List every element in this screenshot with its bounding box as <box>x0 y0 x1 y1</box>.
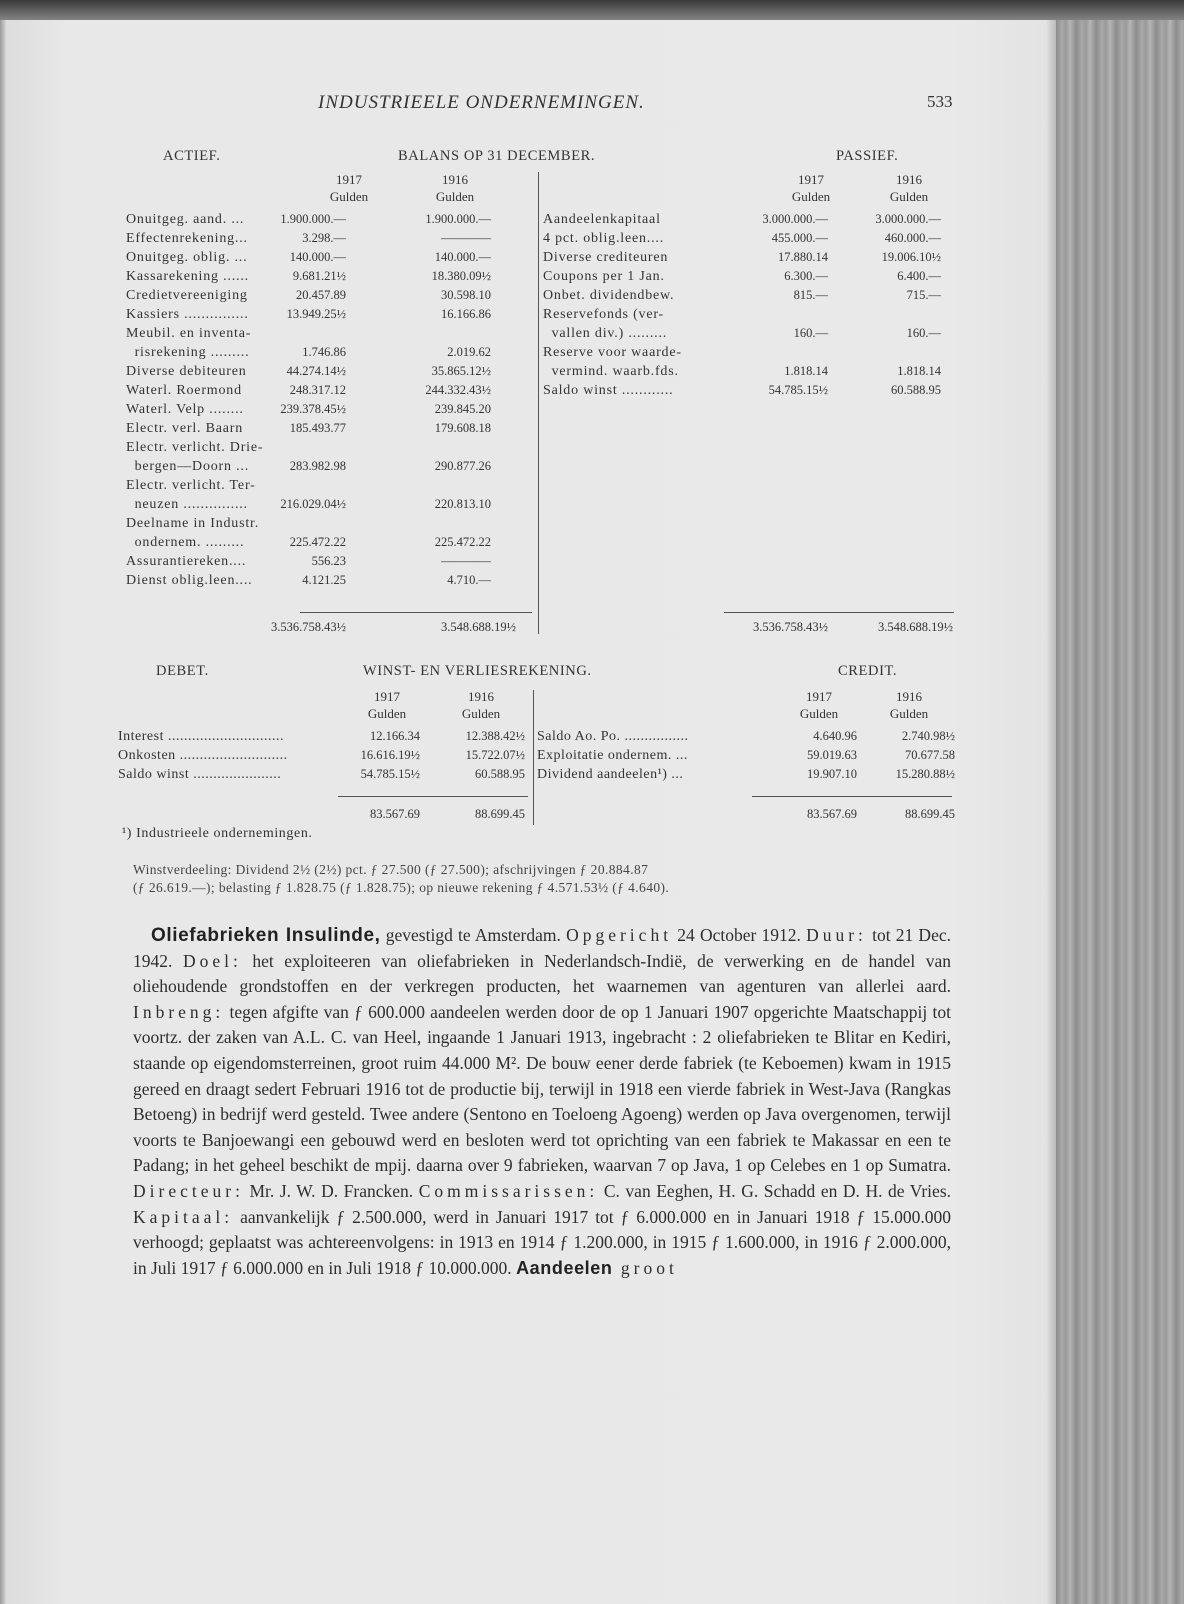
company-entry-paragraph <box>133 923 951 1281</box>
value-1916: 225.472.22 <box>434 535 491 549</box>
profit-distribution-line-1: Winstverdeeling: Dividend 2½ (2½) pct. ƒ 27.500 (ƒ 27.500); afschrijvingen ƒ 20.884.87 <box>133 862 649 877</box>
company-entry <box>133 923 951 1281</box>
row-label: Diverse crediteuren <box>543 250 669 265</box>
actief-col-1916 <box>422 171 488 205</box>
row-label: Dividend aandeelen¹) ... <box>537 767 684 782</box>
running-head <box>0 92 1184 116</box>
column-divider <box>533 690 534 825</box>
entry-text: gevestigd te Amsterdam. <box>380 925 567 945</box>
row-label: Onuitgeg. aand. ... <box>126 212 245 227</box>
unit-label: Gulden <box>799 706 839 721</box>
profit-loss-title: WINST- EN VERLIESREKENING. <box>363 663 592 679</box>
row-label: neuzen ............... <box>126 497 248 512</box>
value-1917: 59.019.63 <box>807 748 857 762</box>
value-1917: 12.166.34 <box>370 729 420 743</box>
value-1917: 17.880.14 <box>778 250 828 264</box>
value-1917: 455.000.— <box>771 231 828 245</box>
debet-heading: DEBET. <box>156 663 209 679</box>
total-1916: 3.548.688.19½ <box>878 620 953 634</box>
value-1917: 216.029.04½ <box>280 497 346 511</box>
entry-text: C. van Eeghen, H. G. Schadd en D. H. de Vries. <box>598 1180 951 1201</box>
credit-heading: CREDIT. <box>838 663 898 679</box>
row-label: vermind. waarb.fds. <box>543 364 679 379</box>
year-label: 1917 <box>806 689 832 704</box>
value-1917: 239.378.45½ <box>280 402 346 416</box>
total-1917: 3.536.758.43½ <box>753 620 828 634</box>
keyword-directeur: Directeur: <box>133 1180 244 1201</box>
passief-col-1916 <box>874 171 944 205</box>
row-label: Effectenrekening... <box>126 231 248 246</box>
value-1917: 248.317.12 <box>289 383 346 397</box>
value-1917: 1.746.86 <box>302 345 346 359</box>
row-label: Meubil. en inventa- <box>126 326 252 341</box>
value-1916: 1.818.14 <box>897 364 941 378</box>
value-1917: 54.785.15½ <box>768 383 828 397</box>
row-label: Credietvereeniging <box>126 288 248 303</box>
year-label: 1916 <box>468 689 494 704</box>
value-1916: ———— <box>441 231 491 245</box>
total-1916: 88.699.45 <box>475 807 525 821</box>
row-label: risrekening ......... <box>126 345 250 360</box>
row-label: Waterl. Roermond <box>126 383 242 398</box>
value-1917: 20.457.89 <box>296 288 346 302</box>
keyword-commissarissen: Commissarissen: <box>418 1180 599 1201</box>
value-1917: 815.— <box>793 288 828 302</box>
year-label: 1916 <box>442 172 468 187</box>
total-1917: 83.567.69 <box>370 807 420 821</box>
unit-label: Gulden <box>329 189 369 204</box>
value-1916: 6.400.— <box>897 269 941 283</box>
unit-label: Gulden <box>461 706 501 721</box>
actief-heading: ACTIEF. <box>163 148 221 164</box>
row-label: Reserve voor waarde- <box>543 345 682 360</box>
debet-total-rule <box>338 796 528 797</box>
value-1917: 16.616.19½ <box>360 748 420 762</box>
running-title: INDUSTRIEELE ONDERNEMINGEN. <box>318 92 645 113</box>
book-page-stack-edge <box>1056 20 1184 1604</box>
value-1917: 160.— <box>793 326 828 340</box>
value-1916: 2.740.98½ <box>901 729 955 743</box>
entry-text: Mr. J. W. D. Francken. <box>243 1180 419 1201</box>
value-1916: 30.598.10 <box>441 288 491 302</box>
entry-text: aanvankelijk ƒ 2.500.000, werd in Januari 1917 tot ƒ 6.000.000 en in Januari 1918 ƒ 15.000.000 verhoogd; geplaatst was achtereenvolgens: in 1913 en 1914 ƒ 1.200.000, in 1915 ƒ 1.600.000, in 1916 ƒ 2.000.000, in Juli 1917 ƒ 6.000.000 en in Juli 1918 ƒ 10.000.000. <box>133 1206 951 1278</box>
total-1917: 3.536.758.43½ <box>271 620 346 634</box>
row-label: Kassiers ............... <box>126 307 249 322</box>
total-1917: 83.567.69 <box>807 807 857 821</box>
row-label: Saldo Ao. Po. ................ <box>537 729 689 744</box>
value-1917: 4.640.96 <box>813 729 857 743</box>
value-1917: 225.472.22 <box>289 535 346 549</box>
footnote: ¹) Industrieele ondernemingen. <box>122 826 313 841</box>
page-left-edge <box>0 20 6 1604</box>
entry-text: 24 October 1912. <box>672 925 807 945</box>
value-1916: 239.845.20 <box>434 402 491 416</box>
row-label: Coupons per 1 Jan. <box>543 269 665 284</box>
row-label: Assurantiereken.... <box>126 554 247 569</box>
profit-distribution-line-2: (ƒ 26.619.—); belasting ƒ 1.828.75 (ƒ 1.828.75); op nieuwe rekening ƒ 4.571.53½ (ƒ 4.640). <box>133 880 670 895</box>
row-label: Interest ............................. <box>118 729 284 744</box>
actief-total-rule <box>300 612 532 613</box>
unit-label: Gulden <box>435 189 475 204</box>
value-1917: 140.000.— <box>289 250 346 264</box>
unit-label: Gulden <box>791 189 831 204</box>
row-label: Saldo winst ............ <box>543 383 674 398</box>
value-1916: 15.722.07½ <box>465 748 525 762</box>
credit-total-rule <box>752 796 952 797</box>
value-1917: 1.818.14 <box>784 364 828 378</box>
row-label: Exploitatie ondernem. ... <box>537 748 688 763</box>
value-1916: 3.000.000.— <box>875 212 941 226</box>
value-1917: 3.298.— <box>302 231 346 245</box>
entry-text: tegen afgifte van ƒ 600.000 aandeelen werden door de op 1 Januari 1907 opgerichte Maatschappij tot voortz. der zaken van A.L. C. van Heel, ingaande 1 Januari 1913, ingebracht : 2 oliefabrieken te Blitar en Kediri, staande op eigendomsterreinen, groot ruim 44.000 M². De bouw eener derde fabriek (te Keboemen) kwam in 1915 gereed en draagt sedert Februari 1916 tot de productie bij, terwijl in 1918 een vierde fabriek in West-Java (Rangkas Betoeng) in bedrijf werd gesteld. Twee andere (Sentono en Toeloeng Agoeng) werden op Java overgenomen, terwijl voorts te Banjoewangi een gebouwd werd en besloten werd tot oprichting van een fabriek te Makassar en een te Padang; in het geheel beschikt de mpij. daarna over 9 fabrieken, waarvan 7 op Java, 1 op Celebes en 1 op Sumatra. <box>133 1001 951 1176</box>
value-1916: 244.332.43½ <box>425 383 491 397</box>
year-label: 1917 <box>336 172 362 187</box>
keyword-aandeelen: Aandeelen <box>516 1257 613 1278</box>
keyword-duur: Duur: <box>806 925 867 945</box>
row-label: Electr. verl. Baarn <box>126 421 244 436</box>
year-label: 1917 <box>798 172 824 187</box>
value-1917: 9.681.21½ <box>292 269 346 283</box>
value-1916: 12.388.42½ <box>465 729 525 743</box>
passief-col-1917 <box>776 171 846 205</box>
value-1916: 460.000.— <box>884 231 941 245</box>
value-1916: 715.— <box>906 288 941 302</box>
actief-col-1917 <box>316 171 382 205</box>
row-label: bergen—Doorn ... <box>126 459 250 474</box>
value-1916: 16.166.86 <box>441 307 491 321</box>
value-1917: 185.493.77 <box>289 421 346 435</box>
row-label: Onuitgeg. oblig. ... <box>126 250 248 265</box>
value-1916: 60.588.95 <box>475 767 525 781</box>
keyword-kapitaal: Kapitaal: <box>133 1206 234 1227</box>
keyword-opgericht: Opgericht <box>566 925 673 945</box>
value-1916: 179.608.18 <box>434 421 491 435</box>
keyword-inbreng: Inbreng: <box>133 1001 225 1022</box>
value-1916: 35.865.12½ <box>431 364 491 378</box>
entry-text: tot 21 Dec. 1942. <box>133 925 951 971</box>
value-1917: 283.982.98 <box>289 459 346 473</box>
row-label: Electr. verlicht. Drie- <box>126 440 264 455</box>
value-1917: 3.000.000.— <box>762 212 828 226</box>
unit-label: Gulden <box>889 189 929 204</box>
keyword-doel: Doel: <box>182 950 242 971</box>
row-label: Aandeelenkapitaal <box>543 212 661 227</box>
entry-text: groot <box>612 1257 678 1278</box>
value-1916: 2.019.62 <box>447 345 491 359</box>
profit-distribution <box>133 861 953 897</box>
row-label: Diverse debiteuren <box>126 364 247 379</box>
value-1917: 54.785.15½ <box>360 767 420 781</box>
row-label: Reservefonds (ver- <box>543 307 665 322</box>
value-1916: 19.006.10½ <box>881 250 941 264</box>
book-top-edge <box>0 0 1184 22</box>
value-1916: 18.380.09½ <box>431 269 491 283</box>
value-1916: 220.813.10 <box>434 497 491 511</box>
value-1917: 6.300.— <box>784 269 828 283</box>
credit-col-1916 <box>876 688 942 722</box>
row-label: vallen div.) ......... <box>543 326 668 341</box>
value-1917: 556.23 <box>311 554 346 568</box>
value-1916: 1.900.000.— <box>425 212 491 226</box>
credit-col-1917 <box>786 688 852 722</box>
value-1916: 140.000.— <box>434 250 491 264</box>
row-label: Onkosten ........................... <box>118 748 288 763</box>
unit-label: Gulden <box>889 706 929 721</box>
value-1917: 4.121.25 <box>302 573 346 587</box>
value-1916: 60.588.95 <box>891 383 941 397</box>
entry-text: het exploiteeren van oliefabrieken in Nederlandsch-Indië, de verwerking en de handel van oliehoudende grondstoffen en der verkregen producten, het waarnemen van agenturen van allerlei aard. <box>133 950 952 997</box>
row-label: Onbet. dividendbew. <box>543 288 675 303</box>
row-label: Waterl. Velp ........ <box>126 402 244 417</box>
row-label: ondernem. ......... <box>126 535 245 550</box>
value-1917: 44.274.14½ <box>286 364 346 378</box>
value-1916: 15.280.88½ <box>895 767 955 781</box>
company-name: Oliefabrieken Insulinde, <box>151 925 381 946</box>
value-1916: 290.877.26 <box>434 459 491 473</box>
page-number: 533 <box>927 92 953 111</box>
column-divider <box>538 172 539 634</box>
row-label: Dienst oblig.leen.... <box>126 573 253 588</box>
row-label: Kassarekening ...... <box>126 269 249 284</box>
row-label: 4 pct. oblig.leen.... <box>543 231 664 246</box>
value-1916: 160.— <box>906 326 941 340</box>
year-label: 1917 <box>374 689 400 704</box>
unit-label: Gulden <box>367 706 407 721</box>
row-label: Deelname in Industr. <box>126 516 260 531</box>
debet-col-1916 <box>448 688 514 722</box>
total-1916: 88.699.45 <box>905 807 955 821</box>
value-1916: 70.677.58 <box>905 748 955 762</box>
row-label: Saldo winst ...................... <box>118 767 282 782</box>
passief-heading: PASSIEF. <box>836 148 899 164</box>
year-label: 1916 <box>896 172 922 187</box>
value-1917: 1.900.000.— <box>280 212 346 226</box>
balance-title: BALANS OP 31 DECEMBER. <box>398 148 596 164</box>
passief-total-rule <box>724 612 954 613</box>
debet-col-1917 <box>354 688 420 722</box>
value-1917: 13.949.25½ <box>286 307 346 321</box>
value-1916: 4.710.— <box>447 573 491 587</box>
total-1916: 3.548.688.19½ <box>441 620 516 634</box>
value-1916: ———— <box>441 554 491 568</box>
row-label: Electr. verlicht. Ter- <box>126 478 256 493</box>
year-label: 1916 <box>896 689 922 704</box>
value-1917: 19.907.10 <box>807 767 857 781</box>
